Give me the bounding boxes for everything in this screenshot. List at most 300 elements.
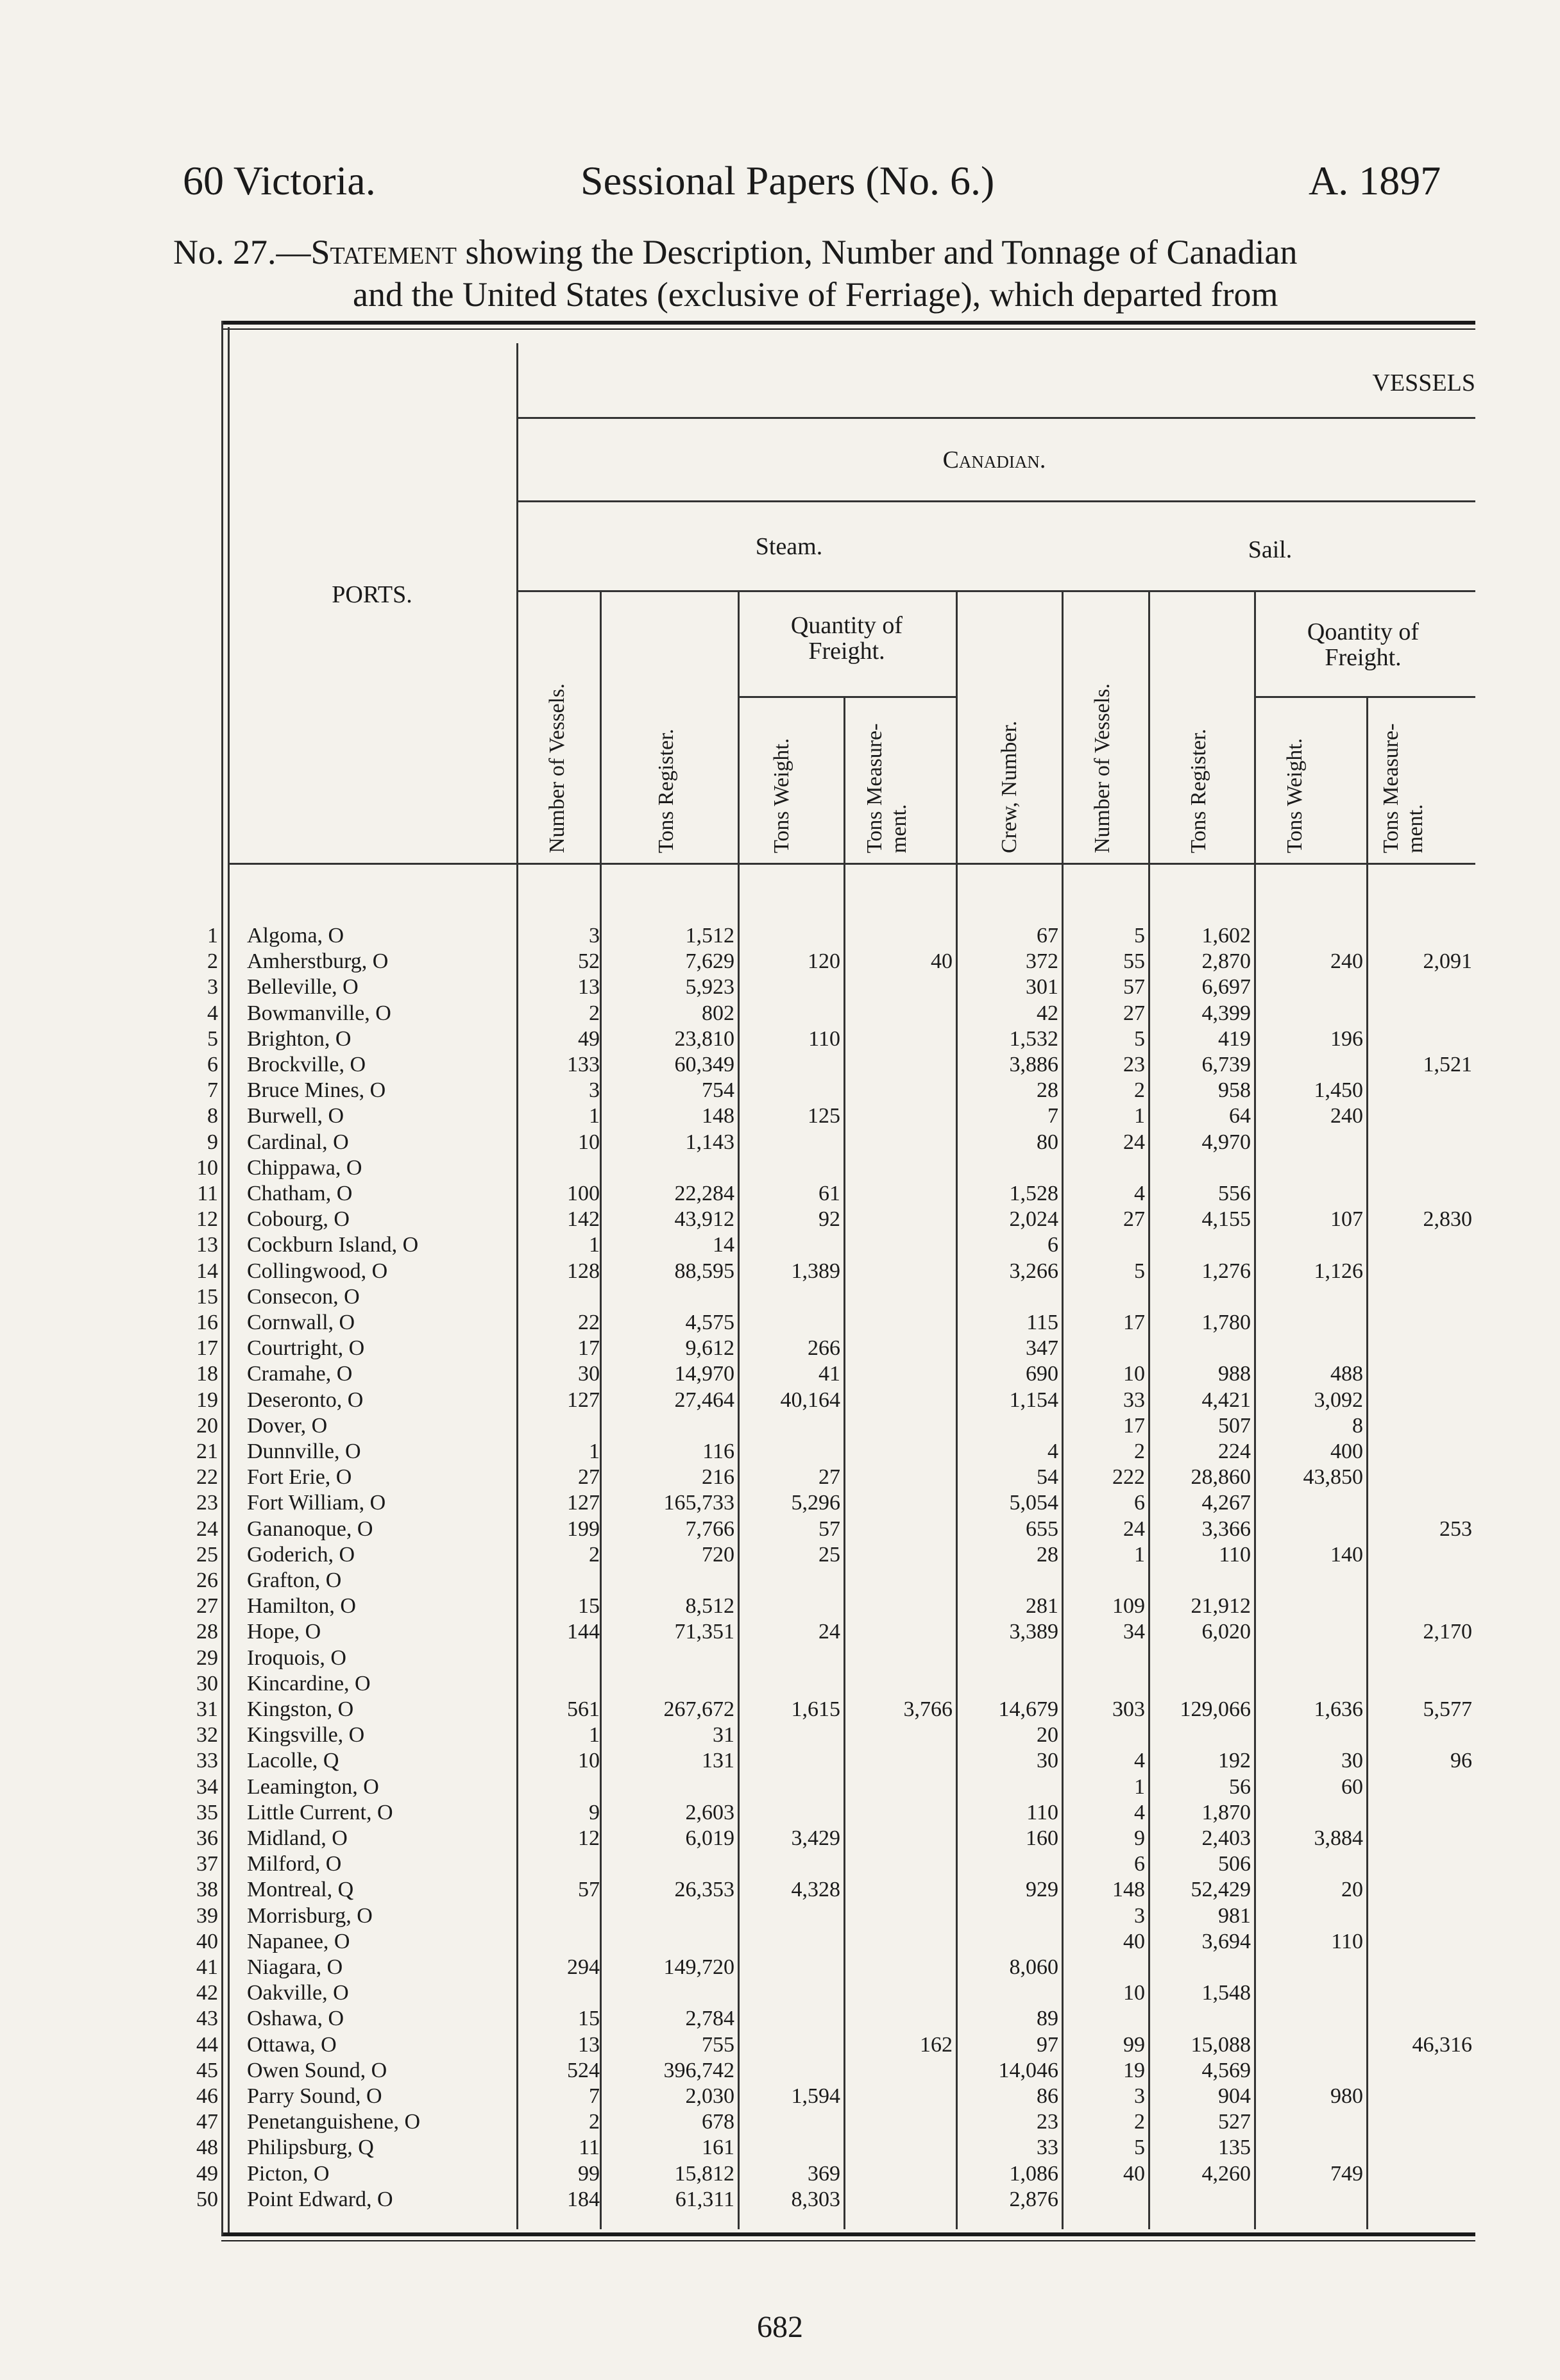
- sail-vessels: 148: [1112, 1878, 1145, 1902]
- port-name: Cramahe, O: [247, 1362, 353, 1386]
- port-name: Grafton, O: [247, 1568, 342, 1592]
- steam-tons-register: 14: [713, 1233, 734, 1257]
- steam-vessels: 30: [578, 1362, 600, 1386]
- page-number: 682: [757, 2310, 803, 2344]
- steam-vessels: 12: [578, 1826, 600, 1850]
- sail-tons-weight: 140: [1330, 1542, 1363, 1567]
- table-row: [0, 1930, 1560, 1955]
- steam-vessels: 7: [589, 2084, 600, 2108]
- table-row: [0, 1311, 1560, 1336]
- sail-vessels: 4: [1134, 1749, 1145, 1773]
- header-rule: [516, 417, 1475, 419]
- crew-number: 8,060: [1009, 1955, 1058, 1979]
- sail-tons-register: 64: [1229, 1104, 1251, 1128]
- sail-tons-register: 4,970: [1201, 1130, 1251, 1154]
- port-name: Hope, O: [247, 1620, 321, 1644]
- sail-vessels: 2: [1134, 1440, 1145, 1463]
- steam-tons-weight: 1,594: [791, 2084, 840, 2108]
- row-number: 32: [196, 1723, 218, 1747]
- steam-tons-register: 31: [713, 1723, 734, 1747]
- steam-tons-register: 88,595: [674, 1259, 734, 1283]
- sail-tons-weight: 400: [1330, 1440, 1363, 1463]
- row-number: 31: [196, 1697, 218, 1721]
- steam-vessels: 2: [589, 2110, 600, 2134]
- steam-tons-register: 23,810: [674, 1026, 734, 1051]
- sail-vessels: 17: [1123, 1413, 1145, 1438]
- row-number: 15: [196, 1284, 218, 1309]
- steam-tons-measurement: 40: [931, 949, 953, 974]
- table-row: [0, 1723, 1560, 1749]
- table-top-rule: [221, 321, 1475, 325]
- table-row: [0, 1594, 1560, 1620]
- sail-tons-register: 129,066: [1180, 1697, 1251, 1721]
- row-number: 40: [196, 1929, 218, 1953]
- steam-vessels: 15: [578, 1594, 600, 1619]
- col-crew-number: Crew, Number.: [997, 720, 1021, 853]
- sail-vessels: 23: [1123, 1053, 1145, 1076]
- row-number: 35: [196, 1800, 218, 1824]
- port-name: Lacolle, Q: [247, 1749, 339, 1773]
- sail-tons-measurement: 46,316: [1412, 2032, 1472, 2057]
- port-name: Penetanguishene, O: [247, 2110, 421, 2134]
- sail-vessels: 222: [1112, 1465, 1145, 1490]
- table-row: [0, 1130, 1560, 1156]
- steam-tons-register: 15,812: [674, 2161, 734, 2186]
- steam-tons-register: 1,512: [685, 924, 734, 948]
- steam-vessels: 1: [589, 1440, 600, 1463]
- sail-tons-register: 224: [1218, 1440, 1251, 1463]
- sail-vessels: 19: [1123, 2058, 1145, 2082]
- steam-tons-register: 116: [702, 1440, 734, 1463]
- crew-number: 80: [1037, 1130, 1058, 1154]
- header-bottom-rule: [228, 863, 1475, 865]
- crew-number: 655: [1026, 1517, 1058, 1541]
- sail-tons-register: 506: [1218, 1852, 1251, 1876]
- col-number-of-vessels-steam: Number of Vessels.: [545, 683, 569, 853]
- sail-tons-register: 15,088: [1191, 2032, 1251, 2057]
- row-number: 26: [196, 1568, 218, 1592]
- port-name: Kingsville, O: [247, 1723, 365, 1747]
- sail-tons-register: 419: [1218, 1026, 1251, 1051]
- col-number-of-vessels-sail: Number of Vessels.: [1090, 683, 1114, 853]
- steam-tons-weight: 125: [808, 1104, 840, 1128]
- sail-tons-weight: 3,884: [1314, 1826, 1363, 1850]
- steam-vessels: 1: [589, 1104, 600, 1128]
- table-row: [0, 1285, 1560, 1311]
- steam-tons-register: 267,672: [663, 1697, 734, 1721]
- row-number: 14: [196, 1259, 218, 1283]
- steam-vessels: 144: [567, 1620, 600, 1644]
- port-name: Cockburn Island, O: [247, 1233, 419, 1257]
- port-name: Midland, O: [247, 1826, 348, 1850]
- steam-tons-register: 678: [702, 2110, 734, 2134]
- table-bottom-rule-thin: [221, 2240, 1475, 2241]
- table-row: [0, 1852, 1560, 1878]
- sail-tons-register: 192: [1218, 1749, 1251, 1773]
- port-name: Parry Sound, O: [247, 2084, 382, 2108]
- row-number: 41: [196, 1955, 218, 1979]
- port-name: Napanee, O: [247, 1929, 350, 1953]
- steam-vessels: 10: [578, 1749, 600, 1773]
- port-name: Deseronto, O: [247, 1388, 364, 1412]
- header-rule: [738, 696, 956, 698]
- steam-vessels: 57: [578, 1878, 600, 1902]
- sail-vessels: 40: [1123, 2161, 1145, 2186]
- sail-tons-weight: 1,450: [1314, 1078, 1363, 1103]
- sail-tons-register: 3,694: [1201, 1929, 1251, 1953]
- table-row: [0, 1182, 1560, 1207]
- row-number: 13: [196, 1233, 218, 1257]
- steam-vessels: 133: [567, 1053, 600, 1076]
- qty-freight-sail-label: Qoantity of Freight.: [1307, 618, 1420, 671]
- port-name: Point Edward, O: [247, 2187, 393, 2211]
- port-name: Fort Erie, O: [247, 1465, 352, 1490]
- crew-number: 5,054: [1009, 1491, 1058, 1515]
- crew-number: 347: [1026, 1336, 1058, 1361]
- steam-tons-weight: 61: [818, 1182, 840, 1205]
- table-row: [0, 1053, 1560, 1078]
- header-left: 60 Victoria.: [183, 158, 376, 203]
- port-name: Brighton, O: [247, 1026, 352, 1051]
- sail-vessels: 24: [1123, 1130, 1145, 1154]
- sail-tons-measurement: 2,091: [1423, 949, 1472, 974]
- steam-vessels: 2: [589, 1542, 600, 1567]
- table-row: [0, 1440, 1560, 1465]
- steam-tons-weight: 110: [808, 1026, 840, 1051]
- crew-number: 14,679: [998, 1697, 1058, 1721]
- crew-number: 54: [1037, 1465, 1058, 1490]
- crew-number: 160: [1026, 1826, 1058, 1850]
- port-name: Bowmanville, O: [247, 1001, 391, 1025]
- table-row: [0, 2136, 1560, 2161]
- sail-tons-register: 6,020: [1201, 1620, 1251, 1644]
- header-right: A. 1897: [1309, 158, 1441, 203]
- port-name: Picton, O: [247, 2161, 330, 2186]
- row-number: 49: [196, 2161, 218, 2186]
- sail-tons-weight: 1,126: [1314, 1259, 1363, 1283]
- steam-tons-measurement: 162: [920, 2032, 953, 2057]
- port-name: Consecon, O: [247, 1284, 360, 1309]
- table-row: [0, 1672, 1560, 1697]
- steam-tons-weight: 1,615: [791, 1697, 840, 1721]
- sail-tons-register: 135: [1218, 2136, 1251, 2160]
- port-name: Dover, O: [247, 1413, 328, 1438]
- sail-vessels: 40: [1123, 1929, 1145, 1953]
- steam-tons-register: 6,019: [685, 1826, 734, 1850]
- sail-vessels: 6: [1134, 1491, 1145, 1515]
- steam-vessels: 199: [567, 1517, 600, 1541]
- table-row: [0, 1801, 1560, 1826]
- steam-tons-register: 802: [702, 1001, 734, 1025]
- sail-vessels: 99: [1123, 2032, 1145, 2057]
- row-number: 5: [207, 1026, 218, 1051]
- crew-number: 115: [1026, 1311, 1058, 1334]
- table-top-rule-thin: [221, 328, 1475, 330]
- steam-tons-weight: 24: [818, 1620, 840, 1644]
- steam-vessels: 3: [589, 924, 600, 948]
- sail-vessels: 33: [1123, 1388, 1145, 1412]
- steam-vessels: 11: [579, 2136, 600, 2160]
- steam-label: Steam.: [755, 533, 823, 560]
- table-row: [0, 1568, 1560, 1594]
- sail-tons-register: 52,429: [1191, 1878, 1251, 1902]
- table-row: [0, 1955, 1560, 1981]
- port-name: Gananoque, O: [247, 1517, 373, 1541]
- table-row: [0, 1749, 1560, 1774]
- crew-number: 89: [1037, 2007, 1058, 2031]
- steam-vessels: 9: [589, 1800, 600, 1824]
- sail-tons-register: 981: [1218, 1903, 1251, 1928]
- sail-tons-weight: 1,636: [1314, 1697, 1363, 1721]
- sail-tons-register: 988: [1218, 1362, 1251, 1386]
- table-row: [0, 975, 1560, 1001]
- table-row: [0, 1104, 1560, 1130]
- crew-number: 281: [1026, 1594, 1058, 1619]
- sail-tons-weight: 240: [1330, 949, 1363, 974]
- table-row: [0, 1207, 1560, 1233]
- sail-label: Sail.: [1248, 536, 1293, 563]
- sail-tons-weight: 60: [1341, 1774, 1363, 1799]
- table-row: [0, 1027, 1560, 1053]
- table-row: [0, 2033, 1560, 2059]
- table-row: [0, 949, 1560, 975]
- row-number: 12: [196, 1207, 218, 1232]
- crew-number: 1,528: [1009, 1182, 1058, 1205]
- steam-vessels: 99: [578, 2161, 600, 2186]
- steam-tons-register: 2,030: [685, 2084, 734, 2108]
- sail-vessels: 27: [1123, 1001, 1145, 1025]
- table-row: [0, 2188, 1560, 2213]
- row-number: 17: [196, 1336, 218, 1361]
- port-name: Goderich, O: [247, 1542, 355, 1567]
- title-statement: Statement: [310, 233, 457, 271]
- title-lead: No. 27.—: [173, 233, 311, 271]
- sail-tons-register: 958: [1218, 1078, 1251, 1103]
- row-number: 27: [196, 1594, 218, 1619]
- row-number: 33: [196, 1749, 218, 1773]
- sail-tons-weight: 20: [1341, 1878, 1363, 1902]
- steam-tons-register: 43,912: [674, 1207, 734, 1232]
- sail-tons-measurement: 2,170: [1423, 1620, 1472, 1644]
- steam-tons-weight: 5,296: [791, 1491, 840, 1515]
- steam-tons-register: 22,284: [674, 1182, 734, 1205]
- sail-tons-weight: 107: [1330, 1207, 1363, 1232]
- port-name: Algoma, O: [247, 924, 344, 948]
- sail-vessels: 10: [1123, 1981, 1145, 2005]
- steam-tons-register: 149,720: [663, 1955, 734, 1979]
- steam-vessels: 127: [567, 1388, 600, 1412]
- steam-tons-weight: 120: [808, 949, 840, 974]
- sail-tons-register: 28,860: [1191, 1465, 1251, 1490]
- steam-tons-register: 8,512: [685, 1594, 734, 1619]
- crew-number: 28: [1037, 1078, 1058, 1103]
- port-name: Montreal, Q: [247, 1878, 354, 1902]
- steam-vessels: 10: [578, 1130, 600, 1154]
- steam-tons-weight: 369: [808, 2161, 840, 2186]
- ports-label: PORTS.: [332, 581, 412, 608]
- steam-tons-register: 4,575: [685, 1311, 734, 1334]
- sail-tons-weight: 488: [1330, 1362, 1363, 1386]
- row-number: 48: [196, 2136, 218, 2160]
- steam-tons-register: 161: [702, 2136, 734, 2160]
- row-number: 28: [196, 1620, 218, 1644]
- table-row: [0, 1233, 1560, 1259]
- sail-vessels: 303: [1112, 1697, 1145, 1721]
- steam-tons-register: 755: [702, 2032, 734, 2057]
- sail-tons-register: 4,267: [1201, 1491, 1251, 1515]
- steam-vessels: 184: [567, 2187, 600, 2211]
- row-number: 16: [196, 1311, 218, 1334]
- sail-vessels: 5: [1134, 924, 1145, 948]
- sail-tons-register: 1,548: [1201, 1981, 1251, 2005]
- sail-tons-weight: 196: [1330, 1026, 1363, 1051]
- port-name: Owen Sound, O: [247, 2058, 387, 2082]
- sail-tons-register: 1,780: [1201, 1311, 1251, 1334]
- steam-tons-register: 216: [702, 1465, 734, 1490]
- statement-title: [173, 231, 1297, 316]
- crew-number: 28: [1037, 1542, 1058, 1567]
- row-number: 11: [197, 1182, 218, 1205]
- table-row: [0, 2007, 1560, 2032]
- title-line1: showing the Description, Number and Tonnage of Canadian: [457, 233, 1298, 271]
- port-name: Burwell, O: [247, 1104, 344, 1128]
- sail-tons-register: 3,366: [1201, 1517, 1251, 1541]
- sail-vessels: 4: [1134, 1182, 1145, 1205]
- port-name: Philipsburg, Q: [247, 2136, 374, 2160]
- port-name: Dunnville, O: [247, 1440, 361, 1463]
- col-tons-weight-steam: Tons Weight.: [770, 738, 793, 853]
- table-row: [0, 1517, 1560, 1543]
- row-number: 19: [196, 1388, 218, 1412]
- sail-vessels: 5: [1134, 2136, 1145, 2160]
- sail-tons-register: 1,276: [1201, 1259, 1251, 1283]
- sail-tons-register: 527: [1218, 2110, 1251, 2134]
- col-tons-measurement-sail: Tons Measure- ment.: [1379, 723, 1427, 853]
- crew-number: 30: [1037, 1749, 1058, 1773]
- row-number: 29: [196, 1645, 218, 1670]
- crew-number: 110: [1026, 1800, 1058, 1824]
- table-row: [0, 1156, 1560, 1182]
- sail-vessels: 17: [1123, 1311, 1145, 1334]
- sail-tons-weight: 3,092: [1314, 1388, 1363, 1412]
- row-number: 22: [196, 1465, 218, 1490]
- sail-tons-register: 904: [1218, 2084, 1251, 2108]
- port-name: Cobourg, O: [247, 1207, 350, 1232]
- row-number: 1: [207, 924, 218, 948]
- sail-vessels: 6: [1134, 1852, 1145, 1876]
- steam-tons-weight: 57: [818, 1517, 840, 1541]
- col-tons-weight-sail: Tons Weight.: [1283, 738, 1307, 853]
- steam-tons-register: 61,311: [675, 2187, 734, 2211]
- sail-vessels: 24: [1123, 1517, 1145, 1541]
- sail-tons-register: 56: [1229, 1774, 1251, 1799]
- table-row: [0, 1001, 1560, 1027]
- sail-tons-register: 1,602: [1201, 924, 1251, 948]
- steam-vessels: 1: [589, 1723, 600, 1747]
- sail-tons-register: 2,870: [1201, 949, 1251, 974]
- steam-tons-register: 754: [702, 1078, 734, 1103]
- port-name: Brockville, O: [247, 1053, 366, 1076]
- crew-number: 1,154: [1009, 1388, 1058, 1412]
- sail-tons-register: 6,739: [1201, 1053, 1251, 1076]
- sail-vessels: 27: [1123, 1207, 1145, 1232]
- table-row: [0, 1878, 1560, 1903]
- steam-tons-register: 71,351: [674, 1620, 734, 1644]
- col-tons-register-sail: Tons Register.: [1187, 728, 1210, 853]
- col-tons-measurement-steam: Tons Measure- ment.: [863, 723, 911, 853]
- crew-number: 372: [1026, 949, 1058, 974]
- row-number: 39: [196, 1903, 218, 1928]
- table-row: [0, 2162, 1560, 2188]
- table-row: [0, 1491, 1560, 1517]
- sail-vessels: 55: [1123, 949, 1145, 974]
- crew-number: 3,886: [1009, 1053, 1058, 1076]
- sail-tons-register: 21,912: [1191, 1594, 1251, 1619]
- sail-tons-weight: 30: [1341, 1749, 1363, 1773]
- steam-vessels: 15: [578, 2007, 600, 2031]
- steam-vessels: 22: [578, 1311, 600, 1334]
- sail-vessels: 1: [1134, 1774, 1145, 1799]
- crew-number: 2,876: [1009, 2187, 1058, 2211]
- steam-vessels: 3: [589, 1078, 600, 1103]
- sail-vessels: 3: [1134, 1903, 1145, 1928]
- sail-tons-weight: 980: [1330, 2084, 1363, 2108]
- sail-tons-register: 110: [1219, 1542, 1251, 1567]
- sail-tons-register: 4,155: [1201, 1207, 1251, 1232]
- steam-tons-weight: 4,328: [791, 1878, 840, 1902]
- steam-tons-register: 60,349: [674, 1053, 734, 1076]
- table-row: [0, 2059, 1560, 2084]
- row-number: 23: [196, 1491, 218, 1515]
- port-name: Cardinal, O: [247, 1130, 349, 1154]
- header-rule: [1254, 696, 1475, 698]
- steam-vessels: 13: [578, 2032, 600, 2057]
- crew-number: 6: [1047, 1233, 1058, 1257]
- port-name: Little Current, O: [247, 1800, 393, 1824]
- crew-number: 67: [1037, 924, 1058, 948]
- steam-tons-register: 396,742: [663, 2058, 734, 2082]
- steam-vessels: 17: [578, 1336, 600, 1361]
- sail-tons-measurement: 96: [1450, 1749, 1472, 1773]
- sail-vessels: 5: [1134, 1259, 1145, 1283]
- table-row: [0, 1414, 1560, 1440]
- sail-tons-register: 1,870: [1201, 1800, 1251, 1824]
- steam-tons-weight: 8,303: [791, 2187, 840, 2211]
- sail-vessels: 1: [1134, 1104, 1145, 1128]
- sail-tons-register: 4,569: [1201, 2058, 1251, 2082]
- steam-vessels: 561: [567, 1697, 600, 1721]
- steam-vessels: 142: [567, 1207, 600, 1232]
- crew-number: 3,389: [1009, 1620, 1058, 1644]
- steam-tons-register: 14,970: [674, 1362, 734, 1386]
- table-row: [0, 1646, 1560, 1672]
- row-number: 2: [207, 949, 218, 974]
- row-number: 3: [207, 975, 218, 999]
- table-bottom-rule: [221, 2232, 1475, 2236]
- port-name: Niagara, O: [247, 1955, 343, 1979]
- steam-tons-register: 2,784: [685, 2007, 734, 2031]
- sail-tons-register: 4,399: [1201, 1001, 1251, 1025]
- port-name: Kincardine, O: [247, 1671, 371, 1696]
- crew-number: 1,086: [1009, 2161, 1058, 2186]
- sail-tons-measurement: 1,521: [1423, 1053, 1472, 1076]
- port-name: Courtright, O: [247, 1336, 365, 1361]
- steam-tons-register: 9,612: [685, 1336, 734, 1361]
- port-name: Fort William, O: [247, 1491, 386, 1515]
- sail-tons-measurement: 253: [1439, 1517, 1472, 1541]
- steam-tons-register: 7,766: [685, 1517, 734, 1541]
- table-row: [0, 1826, 1560, 1852]
